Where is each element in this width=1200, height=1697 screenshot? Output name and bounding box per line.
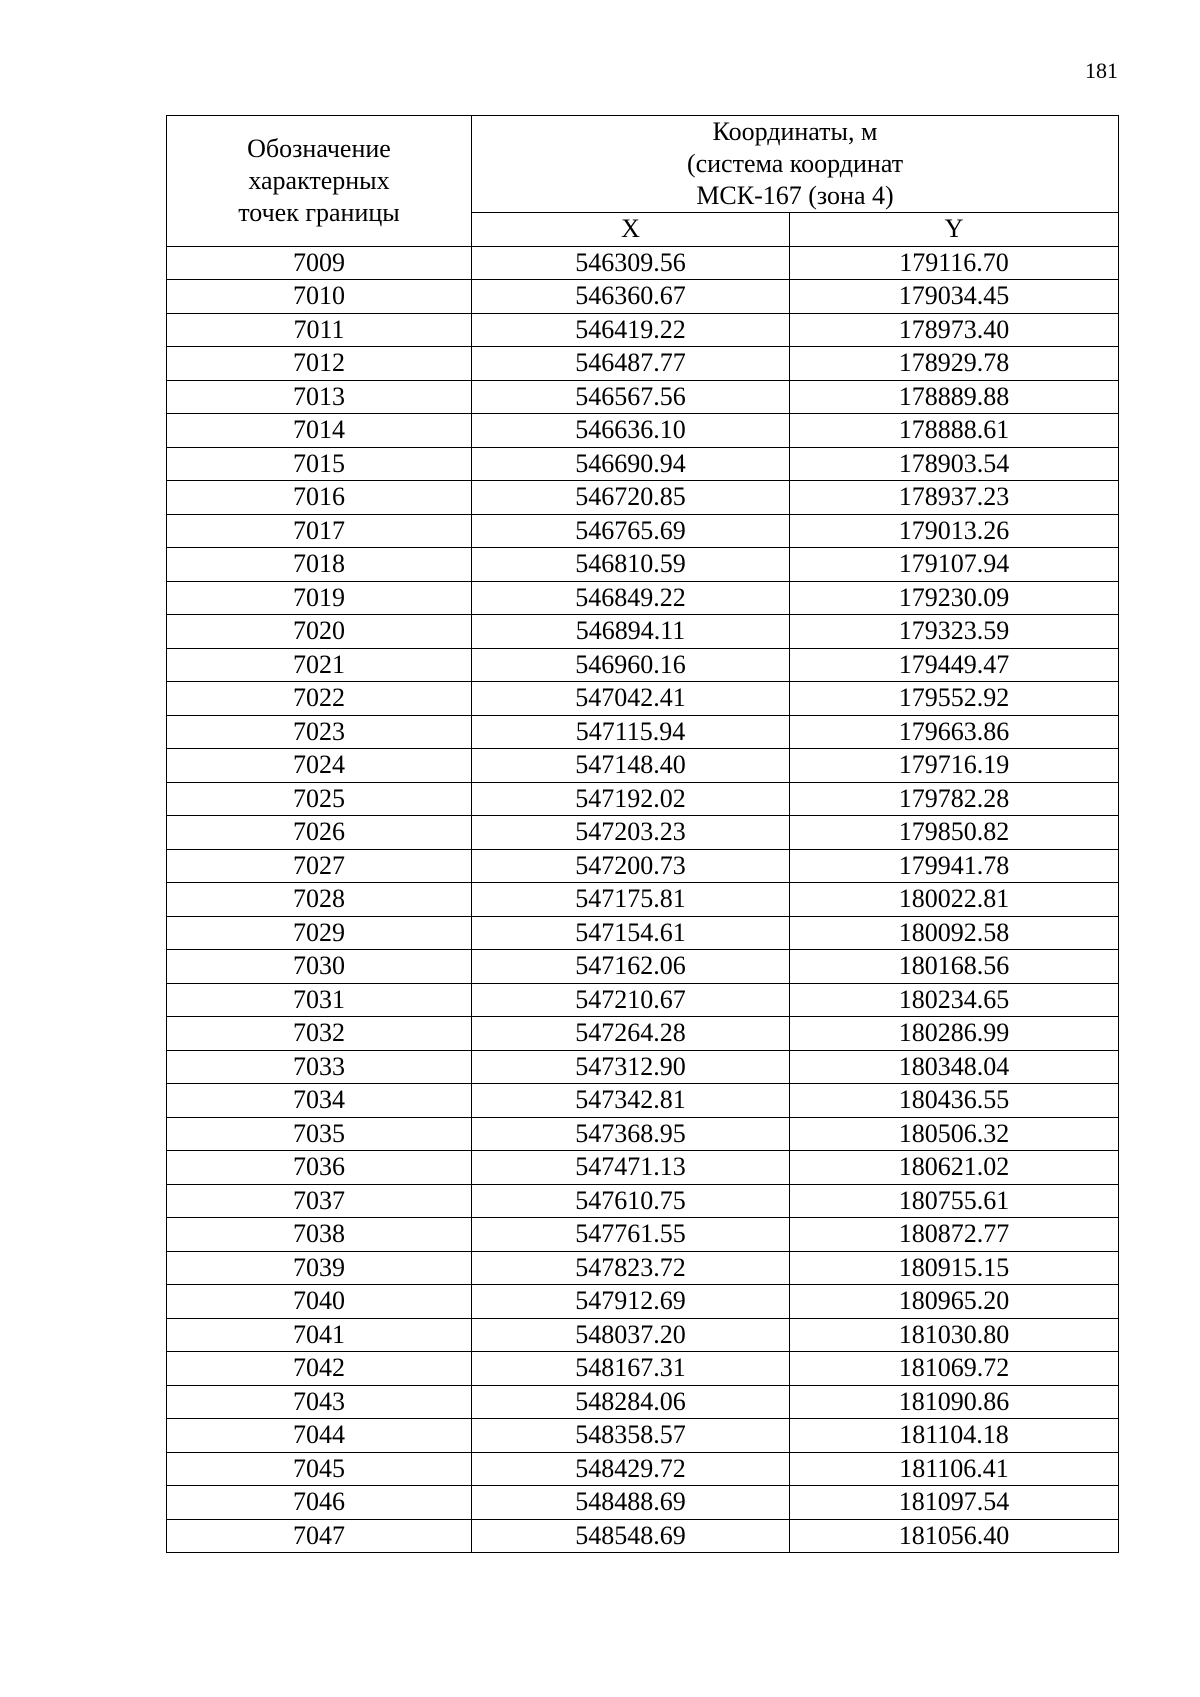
table-row	[167, 1117, 1119, 1151]
y-coordinate-cell: 179552.92	[790, 682, 1119, 716]
y-coordinate-cell: 180348.04	[790, 1050, 1119, 1084]
header-coordinates-line: Координаты, м	[712, 117, 878, 146]
point-id-cell: 7016	[167, 481, 472, 515]
x-coordinate-cell: 547264.28	[472, 1017, 790, 1051]
x-coordinate-cell: 547342.81	[472, 1084, 790, 1118]
table-row	[167, 615, 1119, 649]
point-id-cell: 7046	[167, 1486, 472, 1520]
y-coordinate-cell: 178929.78	[790, 347, 1119, 381]
table-row	[167, 648, 1119, 682]
table-row	[167, 1318, 1119, 1352]
point-id-cell: 7032	[167, 1017, 472, 1051]
y-coordinate-cell: 181069.72	[790, 1352, 1119, 1386]
point-id-cell: 7022	[167, 682, 472, 716]
table-row	[167, 816, 1119, 850]
point-id-cell: 7019	[167, 581, 472, 615]
x-coordinate-cell: 547823.72	[472, 1251, 790, 1285]
x-coordinate-cell: 546960.16	[472, 648, 790, 682]
table-row	[167, 581, 1119, 615]
x-coordinate-cell: 548548.69	[472, 1519, 790, 1553]
x-coordinate-cell: 547192.02	[472, 782, 790, 816]
y-coordinate-cell: 178973.40	[790, 313, 1119, 347]
x-coordinate-cell: 547042.41	[472, 682, 790, 716]
x-coordinate-cell: 547200.73	[472, 849, 790, 883]
point-id-cell: 7040	[167, 1285, 472, 1319]
header-designation-line: Обозначение	[247, 133, 391, 163]
header-designation	[167, 116, 472, 247]
x-coordinate-cell: 547312.90	[472, 1050, 790, 1084]
y-coordinate-cell: 180755.61	[790, 1184, 1119, 1218]
point-id-cell: 7009	[167, 246, 472, 280]
y-coordinate-cell: 180965.20	[790, 1285, 1119, 1319]
point-id-cell: 7039	[167, 1251, 472, 1285]
point-id-cell: 7038	[167, 1218, 472, 1252]
y-coordinate-cell: 179013.26	[790, 514, 1119, 548]
table-row	[167, 347, 1119, 381]
point-id-cell: 7013	[167, 380, 472, 414]
y-coordinate-cell: 181030.80	[790, 1318, 1119, 1352]
table-row	[167, 1151, 1119, 1185]
header-x: X	[472, 213, 790, 247]
y-coordinate-cell: 180436.55	[790, 1084, 1119, 1118]
header-coordinates-line: (система координат	[686, 149, 904, 178]
y-coordinate-cell: 179034.45	[790, 280, 1119, 314]
y-coordinate-cell: 179449.47	[790, 648, 1119, 682]
x-coordinate-cell: 547162.06	[472, 950, 790, 984]
y-coordinate-cell: 181097.54	[790, 1486, 1119, 1520]
table-row	[167, 1285, 1119, 1319]
table-row	[167, 313, 1119, 347]
x-coordinate-cell: 548284.06	[472, 1385, 790, 1419]
page-number: 181	[1085, 58, 1118, 83]
table-row	[167, 883, 1119, 917]
point-id-cell: 7011	[167, 313, 472, 347]
point-id-cell: 7045	[167, 1452, 472, 1486]
x-coordinate-cell: 548167.31	[472, 1352, 790, 1386]
x-coordinate-cell: 547175.81	[472, 883, 790, 917]
y-coordinate-cell: 179782.28	[790, 782, 1119, 816]
y-coordinate-cell: 181056.40	[790, 1519, 1119, 1553]
header-designation-line: характерных	[248, 165, 390, 195]
x-coordinate-cell: 548488.69	[472, 1486, 790, 1520]
x-coordinate-cell: 546690.94	[472, 447, 790, 481]
y-coordinate-cell: 181090.86	[790, 1385, 1119, 1419]
y-coordinate-cell: 181106.41	[790, 1452, 1119, 1486]
y-coordinate-cell: 180872.77	[790, 1218, 1119, 1252]
y-coordinate-cell: 179116.70	[790, 246, 1119, 280]
point-id-cell: 7033	[167, 1050, 472, 1084]
point-id-cell: 7024	[167, 749, 472, 783]
table-row	[167, 1218, 1119, 1252]
table-row	[167, 1184, 1119, 1218]
x-coordinate-cell: 547471.13	[472, 1151, 790, 1185]
table-header	[167, 116, 1119, 247]
table-row	[167, 1050, 1119, 1084]
table-row	[167, 1251, 1119, 1285]
point-id-cell: 7047	[167, 1519, 472, 1553]
point-id-cell: 7029	[167, 916, 472, 950]
table-row	[167, 983, 1119, 1017]
y-coordinate-cell: 178903.54	[790, 447, 1119, 481]
point-id-cell: 7042	[167, 1352, 472, 1386]
point-id-cell: 7025	[167, 782, 472, 816]
point-id-cell: 7035	[167, 1117, 472, 1151]
table-row	[167, 414, 1119, 448]
x-coordinate-cell: 546419.22	[472, 313, 790, 347]
point-id-cell: 7017	[167, 514, 472, 548]
point-id-cell: 7026	[167, 816, 472, 850]
point-id-cell: 7012	[167, 347, 472, 381]
x-coordinate-cell: 546894.11	[472, 615, 790, 649]
y-coordinate-cell: 180286.99	[790, 1017, 1119, 1051]
table-row	[167, 548, 1119, 582]
x-coordinate-cell: 547610.75	[472, 1184, 790, 1218]
point-id-cell: 7015	[167, 447, 472, 481]
table-row	[167, 481, 1119, 515]
y-coordinate-cell: 178937.23	[790, 481, 1119, 515]
y-coordinate-cell: 180621.02	[790, 1151, 1119, 1185]
table-row	[167, 1452, 1119, 1486]
x-coordinate-cell: 546487.77	[472, 347, 790, 381]
y-coordinate-cell: 178888.61	[790, 414, 1119, 448]
point-id-cell: 7014	[167, 414, 472, 448]
header-coordinates-line: МСК-167 (зона 4)	[696, 181, 894, 210]
point-id-cell: 7027	[167, 849, 472, 883]
y-coordinate-cell: 180092.58	[790, 916, 1119, 950]
y-coordinate-cell: 180506.32	[790, 1117, 1119, 1151]
y-coordinate-cell: 179107.94	[790, 548, 1119, 582]
y-coordinate-cell: 179663.86	[790, 715, 1119, 749]
y-coordinate-cell: 180915.15	[790, 1251, 1119, 1285]
x-coordinate-cell: 546636.10	[472, 414, 790, 448]
coordinates-table	[166, 115, 1119, 1553]
table-row	[167, 1486, 1119, 1520]
y-coordinate-cell: 181104.18	[790, 1419, 1119, 1453]
x-coordinate-cell: 547115.94	[472, 715, 790, 749]
point-id-cell: 7043	[167, 1385, 472, 1419]
table-row	[167, 749, 1119, 783]
x-coordinate-cell: 548037.20	[472, 1318, 790, 1352]
table-row	[167, 280, 1119, 314]
table-row	[167, 1017, 1119, 1051]
x-coordinate-cell: 546567.56	[472, 380, 790, 414]
table-row	[167, 447, 1119, 481]
x-coordinate-cell: 546849.22	[472, 581, 790, 615]
point-id-cell: 7044	[167, 1419, 472, 1453]
y-coordinate-cell: 180168.56	[790, 950, 1119, 984]
point-id-cell: 7023	[167, 715, 472, 749]
y-coordinate-cell: 179941.78	[790, 849, 1119, 883]
x-coordinate-cell: 547912.69	[472, 1285, 790, 1319]
y-coordinate-cell: 178889.88	[790, 380, 1119, 414]
y-coordinate-cell: 179323.59	[790, 615, 1119, 649]
table-row	[167, 246, 1119, 280]
header-designation-line: точек границы	[238, 197, 400, 227]
point-id-cell: 7037	[167, 1184, 472, 1218]
table-row	[167, 1084, 1119, 1118]
x-coordinate-cell: 547203.23	[472, 816, 790, 850]
header-y: Y	[790, 213, 1119, 247]
table-row	[167, 916, 1119, 950]
point-id-cell: 7028	[167, 883, 472, 917]
point-id-cell: 7036	[167, 1151, 472, 1185]
table-row	[167, 849, 1119, 883]
y-coordinate-cell: 179716.19	[790, 749, 1119, 783]
x-coordinate-cell: 546360.67	[472, 280, 790, 314]
x-coordinate-cell: 547154.61	[472, 916, 790, 950]
x-coordinate-cell: 547210.67	[472, 983, 790, 1017]
header-coordinates	[472, 116, 1119, 213]
y-coordinate-cell: 179850.82	[790, 816, 1119, 850]
x-coordinate-cell: 547368.95	[472, 1117, 790, 1151]
x-coordinate-cell: 546765.69	[472, 514, 790, 548]
x-coordinate-cell: 546810.59	[472, 548, 790, 582]
table-row	[167, 514, 1119, 548]
x-coordinate-cell: 548429.72	[472, 1452, 790, 1486]
y-coordinate-cell: 180022.81	[790, 883, 1119, 917]
table-row	[167, 1419, 1119, 1453]
point-id-cell: 7018	[167, 548, 472, 582]
x-coordinate-cell: 547761.55	[472, 1218, 790, 1252]
x-coordinate-cell: 548358.57	[472, 1419, 790, 1453]
x-coordinate-cell: 547148.40	[472, 749, 790, 783]
table-row	[167, 715, 1119, 749]
point-id-cell: 7034	[167, 1084, 472, 1118]
x-coordinate-cell: 546309.56	[472, 246, 790, 280]
table-row	[167, 782, 1119, 816]
table-row	[167, 950, 1119, 984]
point-id-cell: 7020	[167, 615, 472, 649]
table-row	[167, 1352, 1119, 1386]
y-coordinate-cell: 180234.65	[790, 983, 1119, 1017]
table-row	[167, 1385, 1119, 1419]
table-body	[167, 246, 1119, 1553]
table-row	[167, 682, 1119, 716]
table-row	[167, 380, 1119, 414]
point-id-cell: 7010	[167, 280, 472, 314]
y-coordinate-cell: 179230.09	[790, 581, 1119, 615]
table-row	[167, 1519, 1119, 1553]
point-id-cell: 7041	[167, 1318, 472, 1352]
point-id-cell: 7031	[167, 983, 472, 1017]
point-id-cell: 7030	[167, 950, 472, 984]
point-id-cell: 7021	[167, 648, 472, 682]
x-coordinate-cell: 546720.85	[472, 481, 790, 515]
